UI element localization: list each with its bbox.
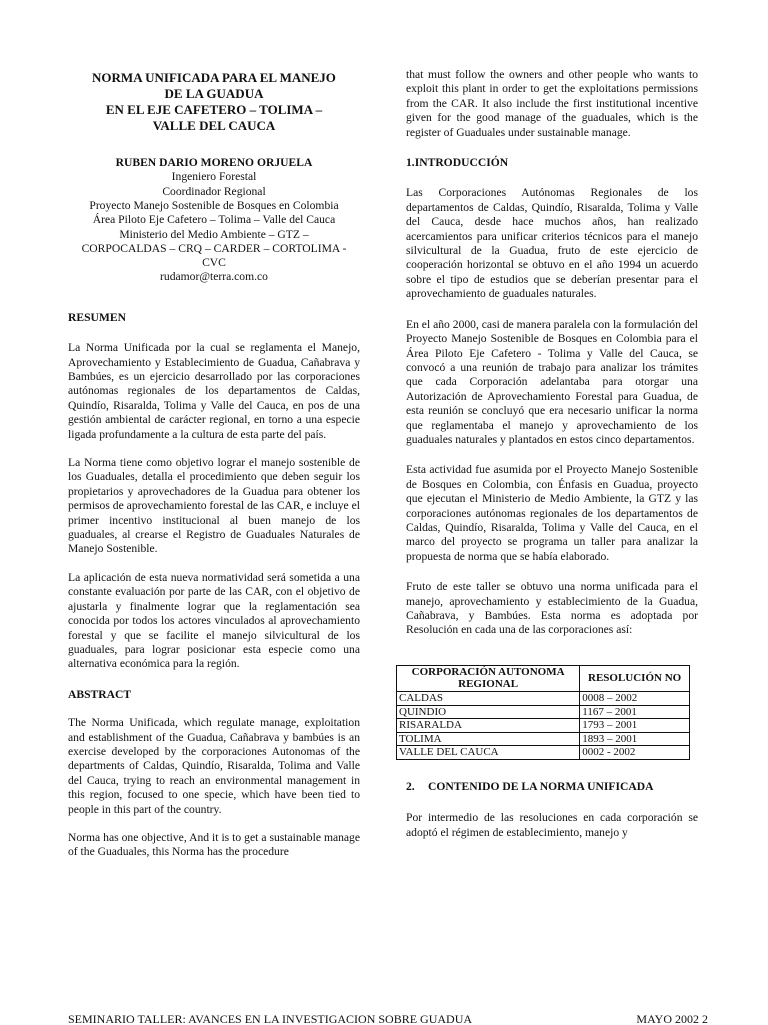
footer-date-page: MAYO 2002 2 [636, 1012, 708, 1025]
author-affiliation [68, 170, 360, 284]
section2-title: CONTENIDO DE LA NORMA UNIFICADA [428, 779, 654, 793]
affiliation-line: Ministerio del Medio Ambiente – GTZ – [119, 227, 309, 241]
table-row [397, 746, 690, 760]
table-header-resolution: RESOLUCIÓN NO [580, 665, 690, 691]
table-cell-corporation: QUINDIO [397, 705, 580, 719]
table-header-row [397, 665, 690, 691]
left-column [68, 68, 360, 860]
abstract-continuation: that must follow the owners and other people who wants to exploit this plant in order to get the exploitations permissions from the CAR. It also include the first institutional incentive given for the good manage of the guaduales, which is the register of Guaduales under sustainable manage. [406, 68, 698, 139]
affiliation-line: Ingeniero Forestal [171, 170, 257, 184]
author-name: RUBEN DARIO MORENO ORJUELA [115, 156, 313, 169]
table-row [397, 705, 690, 719]
table-cell-corporation: CALDAS [397, 692, 580, 706]
resumen-paragraph: La Norma tiene como objetivo lograr el manejo sostenible de los Guaduales, detalla el procedimiento que deben seguir los propietarios y aprovechadores de la Guadua para obtener los permisos de aprovechamiento forestal de las CAR, e incluye el primer incentivo institucional al buen manejo de los guaduales, al crearse el Registro de Guaduales Naturales de Manejo Sostenible. [68, 456, 360, 556]
abstract-paragraph: The Norma Unificada, which regulate manage, exploitation and establishment of the Guadua, Cañabrava y bambúes is an exercise developed by the corporaciones Autonomas of the departments of Caldas, Quindío, Risaralda, Tolima and Valle del Cauca, trying to reach an environmental management in this region, focused to one specie, which have been tied to people in this part of the country. [68, 716, 360, 816]
page-footer [68, 1011, 708, 1025]
right-column [399, 68, 698, 840]
section2-number: 2. [406, 779, 415, 793]
abstract-heading: ABSTRACT [68, 687, 132, 701]
resumen-heading: RESUMEN [68, 310, 126, 324]
paper-title [68, 70, 360, 134]
title-line: DE LA GUADUA [164, 86, 264, 101]
section2-heading [406, 780, 698, 794]
affiliation-line: Área Piloto Eje Cafetero – Tolima – Valle del Cauca [92, 213, 336, 227]
section2-paragraph: Por intermedio de las resoluciones en cada corporación se adoptó el régimen de establecimiento, manejo y [406, 811, 698, 839]
table-cell-corporation: RISARALDA [397, 719, 580, 733]
title-line: VALLE DEL CAUCA [152, 118, 276, 133]
table-cell-resolution: 0008 – 2002 [580, 692, 690, 706]
table-cell-resolution: 1167 – 2001 [580, 705, 690, 719]
affiliation-line: Proyecto Manejo Sostenible de Bosques en Colombia [89, 199, 339, 212]
intro-heading: 1.INTRODUCCIÓN [406, 156, 509, 170]
resumen-paragraph: La Norma Unificada por la cual se reglamenta el Manejo, Aprovechamiento y Establecimiento de Guadua, Cañabrava y Bambúes, es un ejercicio desarrollado por las corporaciones autónomas regionales de los departamentos de Caldas, Quindío, Risaralda, Tolima y Valle del Cauca, en pos de una gestión ambiental de carácter regional, en torno a una especie ligada profundamente a la cultura de esta parte del país. [68, 341, 360, 441]
table-row [397, 692, 690, 706]
table-row [397, 732, 690, 746]
table-cell-resolution: 1893 – 2001 [580, 732, 690, 746]
table-header-corporation: CORPORACIÓN AUTONOMA REGIONAL [397, 665, 580, 691]
resolutions-table [396, 665, 690, 760]
table-cell-corporation: VALLE DEL CAUCA [397, 746, 580, 760]
intro-paragraph: Las Corporaciones Autónomas Regionales de los departamentos de Caldas, Quindío, Risaralda, Tolima y Valle del Cauca, desde hace muchos años, han realizado acercamientos para unificar criterios técnicos para el manejo silvicultural de la Guadua, fruto de este ejercicio de cooperación horizontal se obtuvo en el año 1994 un acuerdo sobre el tipo de estudios que se deberían presentar para el aprovechamiento de guaduales naturales. [406, 186, 698, 301]
table-row [397, 719, 690, 733]
abstract-paragraph: Norma has one objective, And it is to get a sustainable manage of the Guaduales, this Norma has the procedure [68, 830, 360, 859]
intro-paragraph: Esta actividad fue asumida por el Proyecto Manejo Sostenible de Bosques en Colombia, con Énfasis en Guadua, proyecto que ejecutan el Ministerio de Medio Ambiente, la GTZ y las corporaciones autónomas regionales de los departamentos de Caldas, Quindío, Risaralda, Tolima y Valle del Cauca, en el marco del proyecto se programa un taller para analizar la propuesta de norma que se había elaborado. [406, 463, 698, 563]
title-line: NORMA UNIFICADA PARA EL MANEJO [92, 70, 336, 85]
affiliation-line: Coordinador Regional [162, 184, 266, 198]
resumen-paragraph: La aplicación de esta nueva normatividad será sometida a una constante evaluación por parte de las CAR, con el objetivo de ajustarla y finalmente lograr que la reglamentación sea conocida por todos los actores vinculados al aprovechamiento forestal y que se facilite el manejo silvicultural de los guaduales, para lograr posicionar esta especie como una alternativa económica para la región. [68, 570, 360, 671]
title-line: EN EL EJE CAFETERO – TOLIMA – [105, 102, 323, 117]
author-email: rudamor@terra.com.co [160, 270, 268, 284]
footer-seminar-title: SEMINARIO TALLER: AVANCES EN LA INVESTIGACION SOBRE GUADUA [68, 1012, 473, 1025]
intro-paragraph: En el año 2000, casi de manera paralela con la formulación del Proyecto Manejo Sostenible de Bosques en Colombia para el Área Piloto Eje Cafetero - Tolima y Valle del Cauca, se convocó a una reunión de trabajo para analizar los trámites que cada Corporación adelantaba para otorgar una Autorización de Aprovechamiento Forestal para Guadua, de esta reunión se concluyó que era necesario unificar la norma que reglamentaba el manejo y aprovechamiento de los guaduales naturales y plantados en estos cinco departamentos. [406, 317, 698, 446]
intro-paragraph: Fruto de este taller se obtuvo una norma unificada para el manejo, aprovechamiento y establecimiento de la Guadua, Cañabrava, y Bambúes. Esta norma es adoptada por Resolución en cada una de las corporaciones así: [406, 580, 698, 637]
affiliation-line: CORPOCALDAS – CRQ – CARDER – CORTOLIMA - [81, 241, 347, 255]
affiliation-line: CVC [202, 256, 226, 270]
table-cell-corporation: TOLIMA [397, 732, 580, 746]
table-cell-resolution: 1793 – 2001 [580, 719, 690, 733]
table-cell-resolution: 0002 - 2002 [580, 746, 690, 760]
